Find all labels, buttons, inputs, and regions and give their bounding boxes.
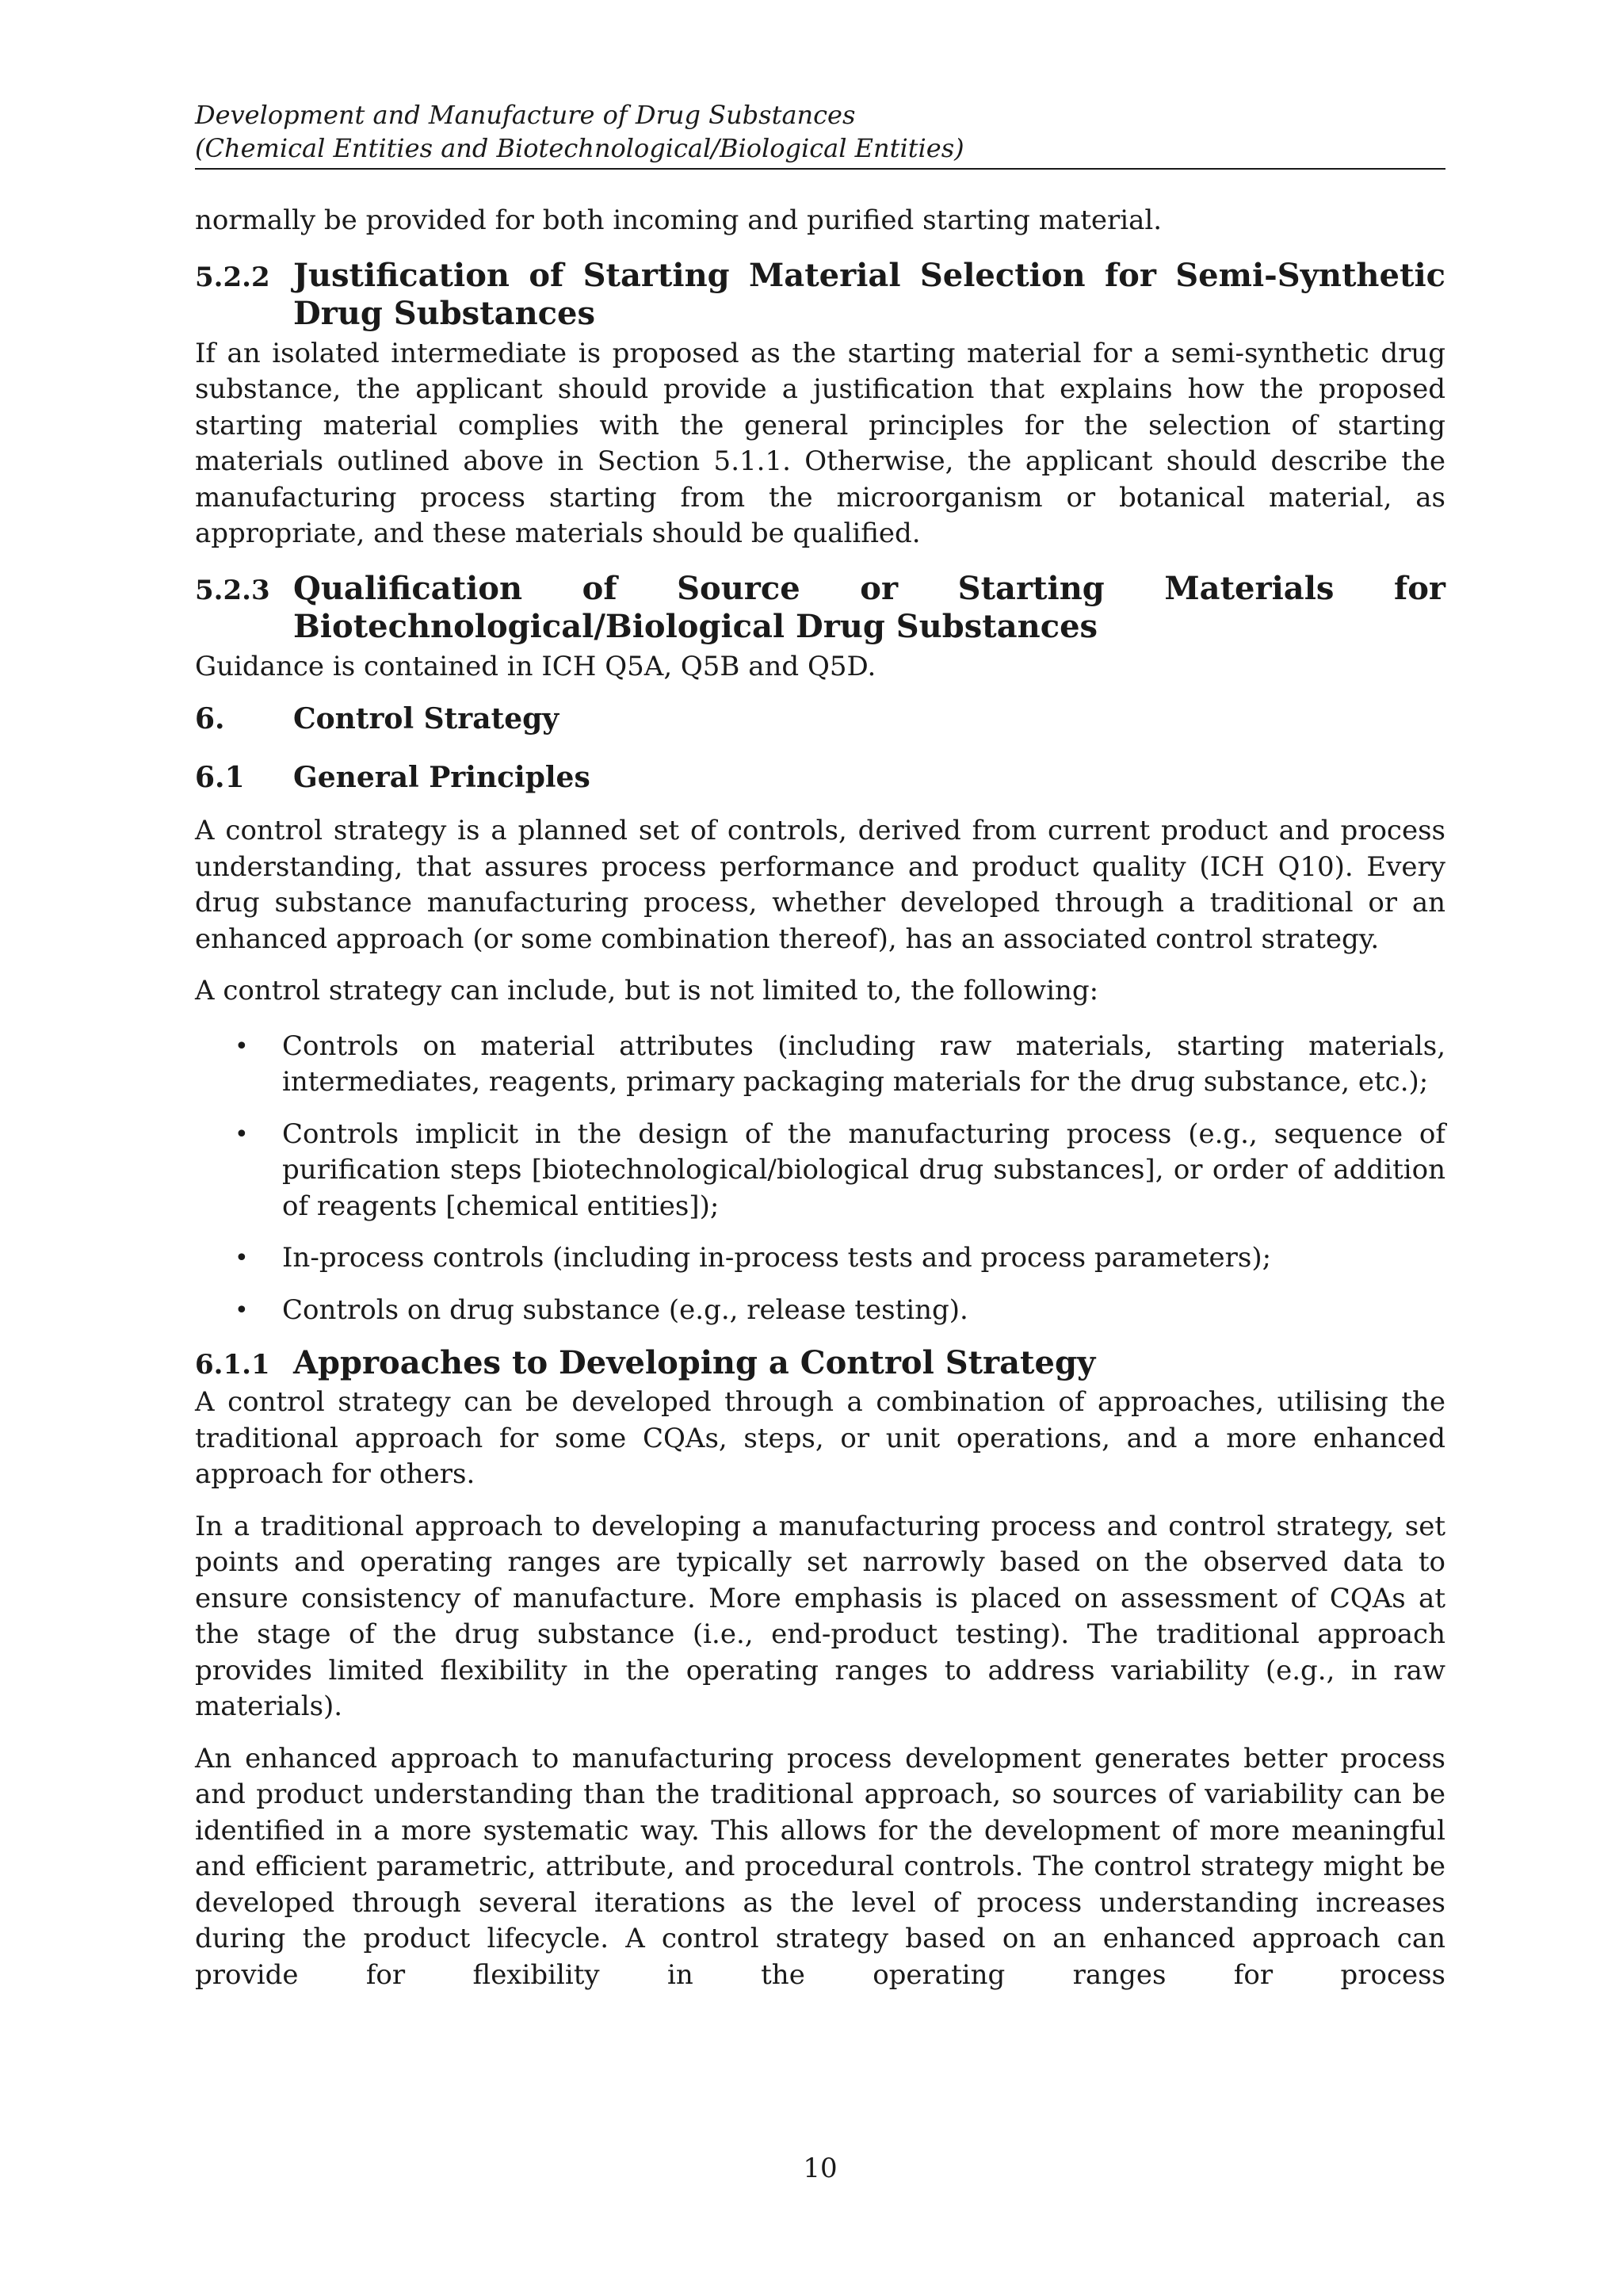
section-title xyxy=(293,257,1445,333)
bullet-icon: • xyxy=(235,1244,249,1272)
section-number: 6.1.1 xyxy=(195,1349,270,1381)
section-number: 5.2.3 xyxy=(195,574,270,606)
header-subtitle: (Chemical Entities and Biotechnological/Biological Entities) xyxy=(195,133,964,163)
heading-5-2-2 xyxy=(195,257,1445,333)
paragraph-5-2-3: Guidance is contained in ICH Q5A, Q5B and Q5D. xyxy=(195,650,876,682)
heading-6 xyxy=(195,701,1445,737)
section-title: Approaches to Developing a Control Strategy xyxy=(293,1344,1096,1381)
list-item-text: Controls implicit in the design of the manufacturing process (e.g., sequence of purification steps [biotechnological/biological drug substances], or order of addition of reagents [chemical entities]); xyxy=(282,1117,1445,1222)
heading-6-1-1 xyxy=(195,1344,1445,1383)
list-item xyxy=(195,1117,1445,1225)
paragraph-6-1-1-b: In a traditional approach to developing a manufacturing process and control strategy, set points and operating ranges are typically set narrowly based on the observed data to ensure consistency of manufacture. More emphasis is placed on assessment of CQAs at the stage of the drug substance (i.e., end-product testing). The traditional approach provides limited flexibility in the operating ranges to address variability (e.g., in raw materials). xyxy=(195,1510,1445,1722)
heading-6-1 xyxy=(195,759,1445,796)
page-number: 10 xyxy=(803,2153,838,2184)
heading-5-2-3 xyxy=(195,570,1445,646)
paragraph-6-1-b: A control strategy can include, but is not limited to, the following: xyxy=(195,975,1099,1007)
control-strategy-list xyxy=(195,1029,1445,1329)
paragraph-6-1-1-a: A control strategy can be developed through a combination of approaches, utilising the traditional approach for some CQAs, steps, or unit operations, and a more enhanced approach for others. xyxy=(195,1386,1445,1490)
bullet-icon: • xyxy=(235,1032,249,1060)
section-title xyxy=(293,570,1445,646)
paragraph-5-2-2: If an isolated intermediate is proposed as the starting material for a semi-synthetic drug substance, the applicant should provide a justification that explains how the proposed starting material complies with the general principles for the selection of starting materials outlined above in Section 5.1.1. Otherwise, the applicant should describe the manufacturing process starting from the microorganism or botanical material, as appropriate, and these materials should be qualified. xyxy=(195,337,1445,549)
list-item-text: Controls on material attributes (including raw materials, starting materials, intermediates, reagents, primary packaging materials for the drug substance, etc.); xyxy=(282,1030,1445,1098)
list-item-text: Controls on drug substance (e.g., release testing). xyxy=(282,1293,968,1326)
body-content xyxy=(195,203,1445,2009)
running-header xyxy=(195,98,1445,170)
section-title-line1: Qualification of Source or Starting Materials for xyxy=(293,569,1445,607)
section-title: Control Strategy xyxy=(293,702,559,735)
section-title-line2: Biotechnological/Biological Drug Substances xyxy=(293,607,1098,645)
section-number: 5.2.2 xyxy=(195,261,270,293)
section-title-line1: Justification of Starting Material Selection for Semi-Synthetic xyxy=(293,256,1445,294)
bullet-icon: • xyxy=(235,1120,249,1148)
section-number: 6. xyxy=(195,702,225,735)
list-item xyxy=(195,1293,1445,1329)
paragraph-6-1-1-c: An enhanced approach to manufacturing process development generates better process and product understanding than the traditional approach, so sources of variability can be identified in a more systematic way. This allows for the development of more meaningful and efficient parametric, attribute, and procedural controls. The control strategy might be developed through several iterations as the level of process understanding increases during the product lifecycle. A control strategy based on an enhanced approach can provide for flexibility in the operating ranges for process xyxy=(195,1742,1445,1991)
header-title: Development and Manufacture of Drug Substances xyxy=(195,100,856,130)
list-item xyxy=(195,1240,1445,1277)
list-item xyxy=(195,1029,1445,1101)
section-number: 6.1 xyxy=(195,761,245,794)
section-title-line2: Drug Substances xyxy=(293,294,595,332)
intro-continuation: normally be provided for both incoming and purified starting material. xyxy=(195,204,1163,236)
section-title: General Principles xyxy=(293,761,590,794)
paragraph-6-1-a: A control strategy is a planned set of controls, derived from current product and process understanding, that assures process performance and product quality (ICH Q10). Every drug substance manufacturing process, whether developed through a traditional or an enhanced approach (or some combination thereof), has an associated control strategy. xyxy=(195,815,1445,955)
list-item-text: In-process controls (including in-process tests and process parameters); xyxy=(282,1242,1272,1274)
bullet-icon: • xyxy=(235,1296,249,1324)
document-page xyxy=(195,0,1445,2296)
